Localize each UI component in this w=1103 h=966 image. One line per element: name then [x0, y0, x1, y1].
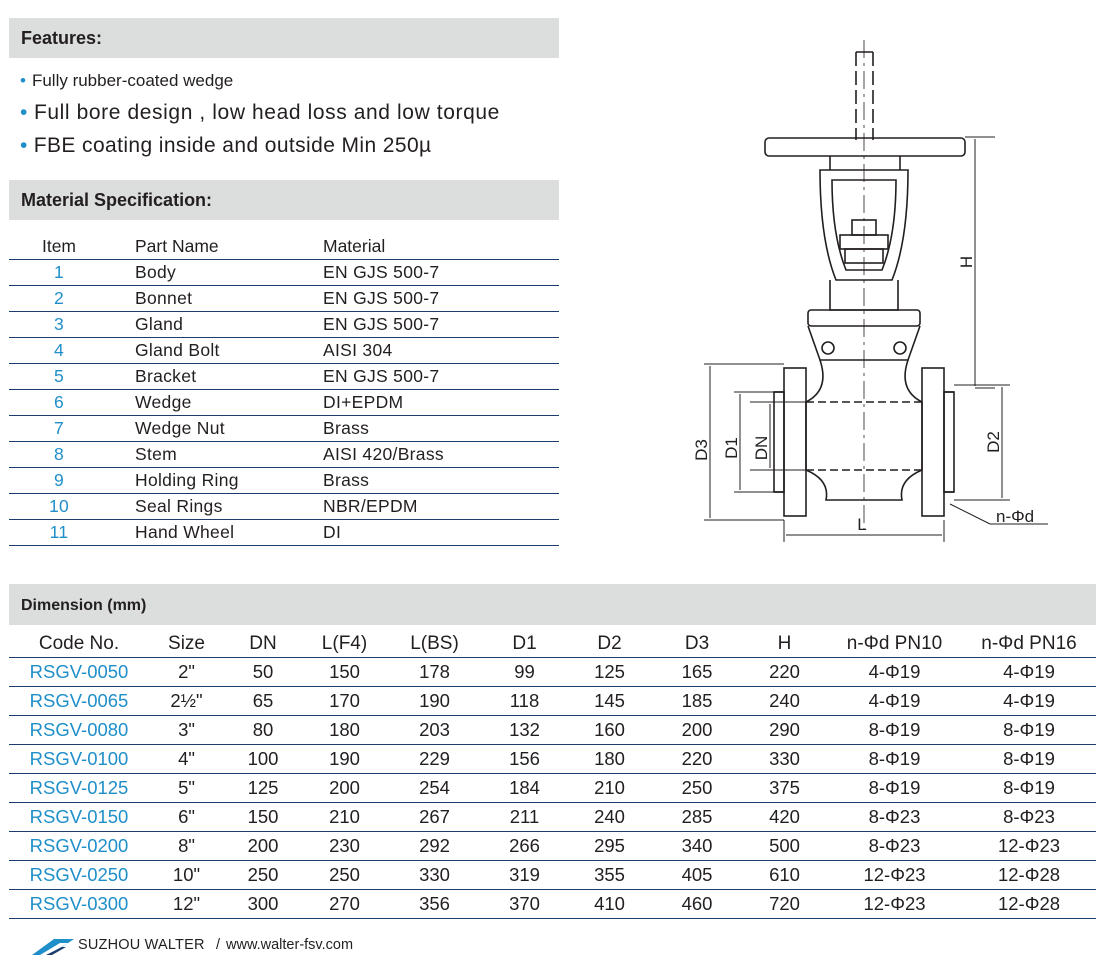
feature-text: Fully rubber-coated wedge: [31, 71, 234, 90]
dimension-cell: 370: [482, 890, 567, 919]
dimension-cell: 170: [302, 687, 387, 716]
dimension-cell: 184: [482, 774, 567, 803]
dimension-row: [9, 803, 1096, 832]
dimension-cell: 330: [742, 745, 827, 774]
dimension-cell: 178: [387, 658, 482, 687]
dimension-cell: 270: [302, 890, 387, 919]
bullet-icon: •: [20, 71, 26, 90]
material-item-number: 7: [9, 416, 109, 442]
dimension-cell: 410: [567, 890, 652, 919]
material-part-name: Seal Rings: [109, 494, 323, 520]
dimension-cell: 156: [482, 745, 567, 774]
code-number: RSGV-0250: [9, 861, 149, 890]
dimension-cell: 500: [742, 832, 827, 861]
material-value: EN GJS 500-7: [323, 286, 559, 312]
material-item-number: 5: [9, 364, 109, 390]
material-value: AISI 304: [323, 338, 559, 364]
dimension-row: [9, 745, 1096, 774]
material-row: [9, 442, 559, 468]
material-part-name: Gland: [109, 312, 323, 338]
dimension-cell: 145: [567, 687, 652, 716]
dimension-cell: 2½": [149, 687, 224, 716]
dimension-col-header: D2: [597, 632, 622, 654]
code-number: RSGV-0050: [9, 658, 149, 687]
dimension-row: [9, 658, 1096, 687]
material-part-name: Wedge: [109, 390, 323, 416]
material-part-name: Holding Ring: [109, 468, 323, 494]
features-list: [20, 66, 560, 162]
dimension-cell: 211: [482, 803, 567, 832]
dimension-col-header: Code No.: [38, 632, 120, 654]
material-value: EN GJS 500-7: [323, 260, 559, 286]
material-table: [9, 233, 559, 546]
dimension-cell: 375: [742, 774, 827, 803]
dimension-cell: 10": [149, 861, 224, 890]
material-row: [9, 312, 559, 338]
code-number: RSGV-0300: [9, 890, 149, 919]
dimension-row: [9, 832, 1096, 861]
dimension-cell: 50: [224, 658, 302, 687]
dimension-cell: 292: [387, 832, 482, 861]
dimension-cell: 150: [302, 658, 387, 687]
material-row: [9, 494, 559, 520]
dimension-cell: 3": [149, 716, 224, 745]
dimension-cell: 290: [742, 716, 827, 745]
feature-item: [20, 130, 560, 162]
dimension-cell: 8": [149, 832, 224, 861]
dimension-cell: 420: [742, 803, 827, 832]
dimension-cell: 8-Φ23: [827, 832, 962, 861]
material-row: [9, 520, 559, 546]
dimension-cell: 12-Φ28: [962, 890, 1096, 919]
dimension-header-row: [9, 630, 1096, 658]
dimension-cell: 203: [387, 716, 482, 745]
dimension-cell: 4-Φ19: [827, 687, 962, 716]
dimension-row: [9, 716, 1096, 745]
dimension-cell: 12": [149, 890, 224, 919]
dimension-cell: 250: [224, 861, 302, 890]
features-header: [9, 18, 559, 58]
walter-logo-icon: [30, 935, 76, 957]
dimension-cell: 266: [482, 832, 567, 861]
material-header-row: [9, 233, 559, 260]
dimension-cell: 4-Φ19: [962, 658, 1096, 687]
dimension-cell: 8-Φ19: [827, 774, 962, 803]
material-value: Brass: [323, 468, 559, 494]
code-number: RSGV-0080: [9, 716, 149, 745]
label-bolt: n-Φd: [996, 507, 1035, 526]
dimension-col-header: D3: [684, 632, 710, 654]
material-value: EN GJS 500-7: [323, 312, 559, 338]
dimension-cell: 330: [387, 861, 482, 890]
dimension-cell: 180: [567, 745, 652, 774]
material-part-name: Gland Bolt: [109, 338, 323, 364]
features-title: Features:: [21, 28, 103, 48]
material-part-name: Stem: [109, 442, 323, 468]
code-number: RSGV-0065: [9, 687, 149, 716]
dimension-cell: 220: [652, 745, 742, 774]
dimension-cell: 250: [652, 774, 742, 803]
material-row: [9, 468, 559, 494]
label-d3: D3: [692, 439, 711, 461]
dimension-cell: 300: [224, 890, 302, 919]
dimension-cell: 12-Φ23: [827, 861, 962, 890]
dimension-cell: 220: [742, 658, 827, 687]
dimension-cell: 720: [742, 890, 827, 919]
material-part-name: Bonnet: [109, 286, 323, 312]
label-h: H: [957, 255, 976, 269]
dimension-cell: 4-Φ19: [962, 687, 1096, 716]
dimension-col-header: Size: [168, 632, 205, 654]
col-item: Item: [41, 235, 77, 256]
material-part-name: Hand Wheel: [109, 520, 323, 546]
material-row: [9, 390, 559, 416]
dimension-cell: 200: [302, 774, 387, 803]
label-d1: D1: [722, 437, 741, 459]
dimension-cell: 8-Φ19: [827, 716, 962, 745]
dimension-cell: 118: [482, 687, 567, 716]
dimension-col-header: L(F4): [321, 632, 368, 654]
dimension-header: [9, 584, 1096, 625]
dimension-title: Dimension (mm): [21, 597, 147, 614]
dimension-col-header: n-Φd PN16: [981, 632, 1077, 654]
dimension-cell: 150: [224, 803, 302, 832]
gate-valve-diagram: [680, 30, 1080, 550]
dimension-cell: 6": [149, 803, 224, 832]
dimension-cell: 2": [149, 658, 224, 687]
dimension-cell: 610: [742, 861, 827, 890]
dimension-cell: 210: [302, 803, 387, 832]
dimension-cell: 250: [302, 861, 387, 890]
col-part-name: Part Name: [135, 235, 219, 256]
material-row: [9, 260, 559, 286]
dimension-cell: 12-Φ23: [827, 890, 962, 919]
material-row: [9, 416, 559, 442]
material-value: AISI 420/Brass: [323, 442, 559, 468]
code-number: RSGV-0100: [9, 745, 149, 774]
dimension-cell: 8-Φ23: [827, 803, 962, 832]
dimension-row: [9, 774, 1096, 803]
col-material: Material: [323, 235, 386, 256]
material-item-number: 2: [9, 286, 109, 312]
dimension-cell: 200: [224, 832, 302, 861]
dimension-cell: 254: [387, 774, 482, 803]
dimension-cell: 8-Φ19: [962, 716, 1096, 745]
dimension-cell: 4": [149, 745, 224, 774]
dimension-cell: 295: [567, 832, 652, 861]
dimension-cell: 240: [742, 687, 827, 716]
footer-separator: /: [216, 937, 221, 953]
material-header: [9, 180, 559, 220]
dimension-cell: 4-Φ19: [827, 658, 962, 687]
dimension-cell: 8-Φ19: [962, 774, 1096, 803]
dimension-cell: 80: [224, 716, 302, 745]
dimension-cell: 285: [652, 803, 742, 832]
dimension-cell: 190: [302, 745, 387, 774]
dimension-cell: 355: [567, 861, 652, 890]
dimension-col-header: D1: [512, 632, 537, 654]
dimension-cell: 125: [224, 774, 302, 803]
code-number: RSGV-0200: [9, 832, 149, 861]
material-part-name: Wedge Nut: [109, 416, 323, 442]
dimension-cell: 229: [387, 745, 482, 774]
footer-url[interactable]: www.walter-fsv.com: [226, 937, 354, 953]
dimension-cell: 200: [652, 716, 742, 745]
material-value: NBR/EPDM: [323, 494, 559, 520]
dimension-cell: 100: [224, 745, 302, 774]
dimension-cell: 125: [567, 658, 652, 687]
dimension-col-header: L(BS): [410, 632, 459, 654]
label-d2: D2: [984, 431, 1003, 453]
material-item-number: 1: [9, 260, 109, 286]
dimension-col-header: n-Φd PN10: [846, 632, 943, 654]
dimension-table: [9, 630, 1096, 919]
dimension-cell: 340: [652, 832, 742, 861]
bullet-icon: •: [20, 101, 28, 124]
material-row: [9, 364, 559, 390]
dimension-cell: 8-Φ23: [962, 803, 1096, 832]
dimension-cell: 8-Φ19: [962, 745, 1096, 774]
dimension-cell: 185: [652, 687, 742, 716]
feature-item: [20, 96, 560, 130]
bullet-icon: •: [20, 134, 28, 157]
material-row: [9, 286, 559, 312]
dimension-cell: 180: [302, 716, 387, 745]
dimension-cell: 12-Φ23: [962, 832, 1096, 861]
material-item-number: 6: [9, 390, 109, 416]
dimension-cell: 12-Φ28: [962, 861, 1096, 890]
dimension-cell: 99: [482, 658, 567, 687]
material-value: DI+EPDM: [323, 390, 559, 416]
dimension-cell: 160: [567, 716, 652, 745]
material-title: Material Specification:: [21, 190, 213, 210]
dimension-cell: 405: [652, 861, 742, 890]
dimension-row: [9, 861, 1096, 890]
material-value: EN GJS 500-7: [323, 364, 559, 390]
dimension-cell: 460: [652, 890, 742, 919]
dimension-cell: 319: [482, 861, 567, 890]
material-item-number: 8: [9, 442, 109, 468]
dimension-cell: 65: [224, 687, 302, 716]
dimension-col-header: DN: [249, 632, 277, 654]
material-item-number: 10: [9, 494, 109, 520]
code-number: RSGV-0150: [9, 803, 149, 832]
label-l: L: [857, 515, 867, 534]
dimension-cell: 165: [652, 658, 742, 687]
feature-text: Full bore design , low head loss and low torque: [33, 101, 500, 124]
dimension-cell: 5": [149, 774, 224, 803]
material-item-number: 3: [9, 312, 109, 338]
code-number: RSGV-0125: [9, 774, 149, 803]
material-value: Brass: [323, 416, 559, 442]
dimension-cell: 356: [387, 890, 482, 919]
material-item-number: 4: [9, 338, 109, 364]
valve-drawing: [680, 30, 1080, 550]
footer-brand: SUZHOU WALTER: [78, 937, 205, 953]
material-value: DI: [323, 520, 559, 546]
feature-text: FBE coating inside and outside Min 250µ: [33, 134, 432, 157]
dimension-cell: 8-Φ19: [827, 745, 962, 774]
dimension-cell: 230: [302, 832, 387, 861]
dimension-cell: 190: [387, 687, 482, 716]
dimension-row: [9, 890, 1096, 919]
material-item-number: 11: [9, 520, 109, 546]
dimension-cell: 210: [567, 774, 652, 803]
dimension-cell: 240: [567, 803, 652, 832]
material-part-name: Body: [109, 260, 323, 286]
dimension-col-header: H: [777, 632, 792, 654]
dimension-cell: 267: [387, 803, 482, 832]
material-item-number: 9: [9, 468, 109, 494]
material-part-name: Bracket: [109, 364, 323, 390]
feature-item: [20, 66, 560, 96]
label-dn: DN: [752, 435, 771, 461]
dimension-cell: 132: [482, 716, 567, 745]
dimension-row: [9, 687, 1096, 716]
material-row: [9, 338, 559, 364]
